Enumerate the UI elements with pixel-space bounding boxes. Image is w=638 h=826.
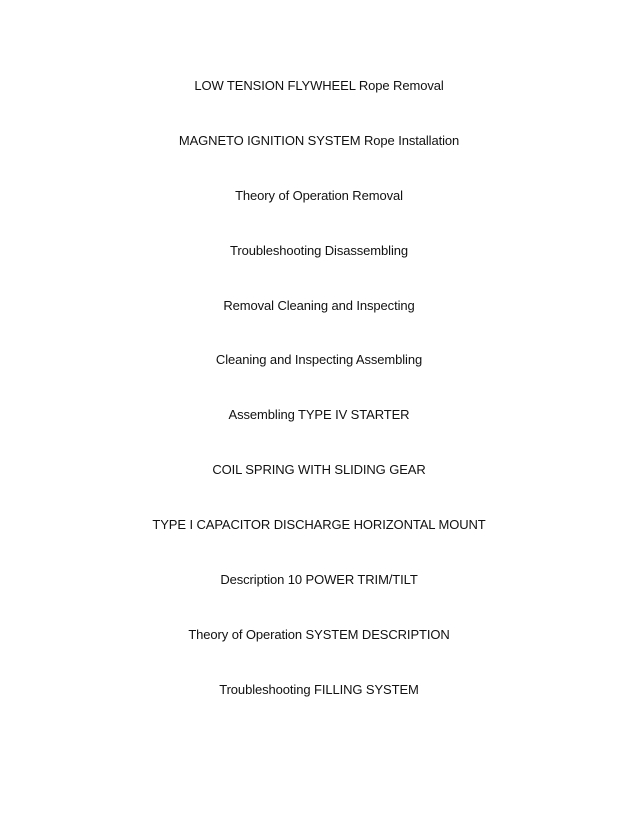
toc-line: TYPE I CAPACITOR DISCHARGE HORIZONTAL MOUNT bbox=[152, 517, 486, 532]
toc-line: Troubleshooting FILLING SYSTEM bbox=[219, 682, 419, 697]
toc-line: Removal Cleaning and Inspecting bbox=[223, 298, 415, 313]
toc-line: Assembling TYPE IV STARTER bbox=[228, 407, 410, 422]
toc-line: COIL SPRING WITH SLIDING GEAR bbox=[212, 462, 426, 477]
toc-line: Theory of Operation SYSTEM DESCRIPTION bbox=[188, 627, 450, 642]
toc-line: Description 10 POWER TRIM/TILT bbox=[220, 572, 418, 587]
toc-line: LOW TENSION FLYWHEEL Rope Removal bbox=[194, 78, 444, 93]
toc-line: MAGNETO IGNITION SYSTEM Rope Installation bbox=[178, 133, 460, 148]
toc-line: Cleaning and Inspecting Assembling bbox=[215, 352, 423, 367]
toc-line: Troubleshooting Disassembling bbox=[230, 243, 408, 258]
toc-line: Theory of Operation Removal bbox=[235, 188, 403, 203]
